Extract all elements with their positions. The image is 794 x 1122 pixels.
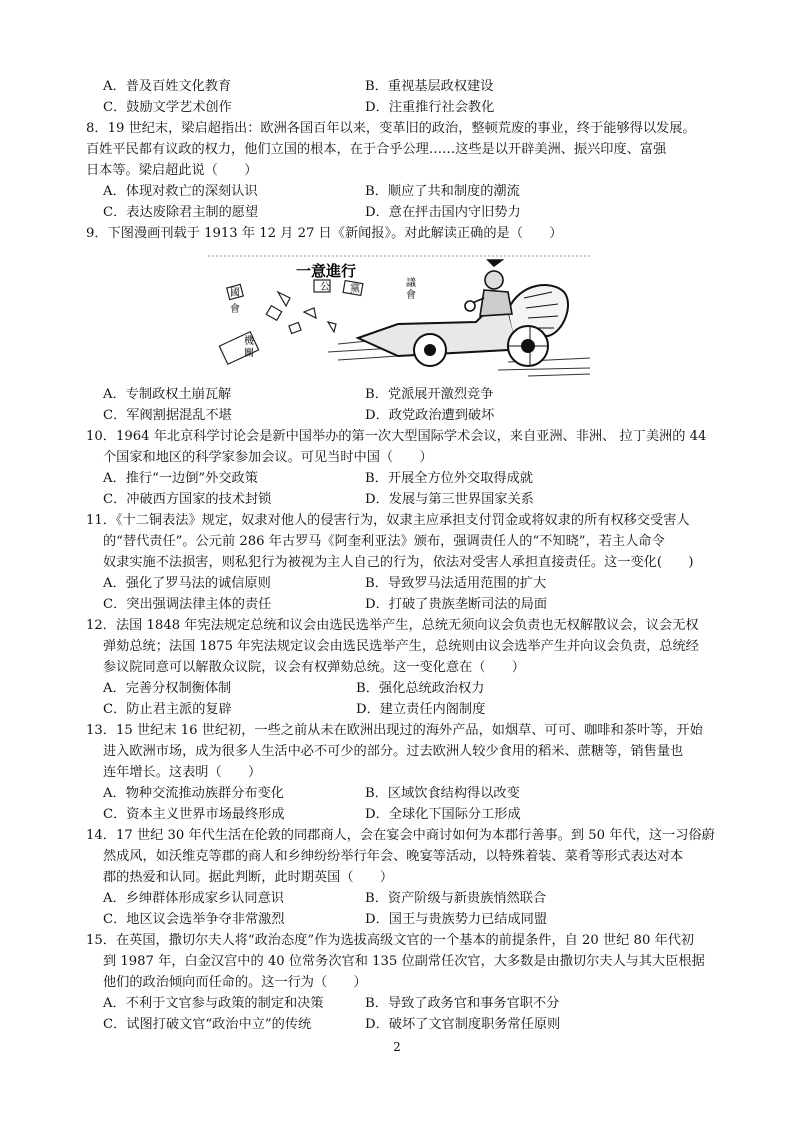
cartoon-label-guo: 國: [230, 288, 240, 299]
q8-line-3: 日本等。梁启超此说（ ）: [86, 163, 258, 178]
q9-option-a: A．专制政权土崩瓦解: [103, 387, 232, 402]
cartoon-label-guan: 關: [244, 348, 254, 359]
q11-option-c: C．突出强调法律主体的责任: [103, 597, 272, 612]
q7-option-a: A．普及百姓文化教育: [103, 79, 232, 94]
q12-option-a: A．完善分权制衡体制: [103, 681, 232, 696]
q15-option-d: D．破坏了文官制度职务常任原则: [365, 1017, 561, 1032]
q15-line-1: 15．在英国，撒切尔夫人将“政治态度”作为选拔高级文官的一个基本的前提条件，自 20 世纪 80 年代初: [86, 933, 695, 948]
q12-line-2: 弹劾总统；法国 1875 年宪法规定议会由选民选举产生，总统则由议会选举产生并向议会负责，总统经: [103, 639, 699, 654]
q7-option-b: B．重视基层政权建设: [365, 79, 494, 94]
q13-line-3: 连年增长。这表明（ ）: [103, 765, 262, 780]
q15-option-a: A．不利于文官参与政策的制定和决策: [103, 996, 324, 1011]
q12-line-1: 12．法国 1848 年宪法规定总统和议会由选民选举产生，总统无须向议会负责也无权解散议会，议会无权: [86, 618, 699, 633]
q13-option-c: C．资本主义世界市场最终形成: [103, 807, 285, 822]
q15-line-3: 他们的政治倾向而任命的。这一行为（ ）: [103, 975, 367, 990]
q13-option-a: A．物种交流推动族群分布变化: [103, 786, 284, 801]
q11-option-a: A．强化了罗马法的诚信原则: [103, 576, 271, 591]
q13-option-d: D．全球化下国际分工形成: [365, 807, 521, 822]
q8-option-c: C．表达废除君主制的愿望: [103, 205, 259, 220]
q11-line-3: 奴隶实施不法损害，则私犯行为被视为主人自己的行为，依法对受害人承担直接责任。这一变化( ): [103, 555, 694, 570]
q8-line-2: 百姓平民都有议政的权力，他们立国的根本，在于合乎公理……这些是以开辟美洲、振兴印度、富强: [86, 142, 667, 157]
cartoon-label-hui: 會: [230, 304, 240, 315]
cartoon-title: 一意進行: [296, 262, 357, 280]
q10-option-c: C．冲破西方国家的技术封锁: [103, 492, 272, 507]
q10-option-a: A．推行“一边倒”外交政策: [103, 471, 258, 486]
driver-figure: [465, 260, 512, 316]
q9-line-1: 9．下图漫画刊载于 1913 年 12 月 27 日《新闻报》。对此解读正确的是（ ）: [86, 226, 563, 241]
q15-option-c: C．试图打破文官“政治中立”的传统: [103, 1017, 312, 1032]
q10-option-d: D．发展与第三世界国家关系: [365, 492, 534, 507]
q13-line-1: 13．15 世纪末 16 世纪初，一些之前从未在欧洲出现过的海外产品，如烟草、可可、咖啡和茶叶等，开始: [86, 723, 703, 738]
q11-line-2: 的“替代责任”。公元前 286 年古罗马《阿奎利亚法》颁布，强调责任人的“不知晓”，若主人命令: [103, 534, 665, 549]
cartoon-label-dang: 黨: [350, 284, 360, 295]
q7-option-d: D．注重推行社会教化: [365, 100, 495, 115]
q9-option-d: D．政党政治遭到破坏: [365, 408, 495, 423]
q14-option-d: D．国王与贵族势力已结成同盟: [365, 912, 548, 927]
q9-option-b: B．党派展开激烈竞争: [365, 387, 494, 402]
q14-option-a: A．乡绅群体形成家乡认同意识: [103, 891, 284, 906]
q11-option-b: B．导致罗马法适用范围的扩大: [365, 576, 547, 591]
q10-line-1: 10．1964 年北京科学讨论会是新中国举办的第一次大型国际学术会议，来自亚洲、非洲、 拉丁美洲的 44: [86, 429, 707, 444]
q10-option-b: B．开展全方位外交取得成就: [365, 471, 533, 486]
q8-option-d: D．意在抨击国内守旧势力: [365, 205, 521, 220]
page-number: 2: [393, 1040, 401, 1054]
cartoon-label-gong: 公: [320, 282, 330, 293]
q12-option-b: B．强化总统政治权力: [356, 681, 485, 696]
q7-option-c: C．鼓励文学艺术创作: [103, 100, 232, 115]
q15-line-2: 到 1987 年，白金汉宫中的 40 位常务次官和 135 位副常任次官，大多数是由撒切尔夫人与其大臣根据: [103, 954, 705, 969]
q8-option-b: B．顺应了共和制度的潮流: [365, 184, 520, 199]
q13-line-2: 进入欧洲市场，成为很多人生活中必不可少的部分。过去欧洲人较少食用的稻米、蔗糖等，销售量也: [103, 744, 684, 759]
cartoon-label-hui2: 會: [406, 290, 416, 301]
q8-line-1: 8．19 世纪末，梁启超指出：欧洲各国百年以来，变革旧的政治，整顿荒废的事业，终于能够得以发展。: [86, 121, 696, 136]
q14-option-b: B．资产阶级与新贵族悄然联合: [365, 891, 547, 906]
q9-cartoon: [208, 252, 590, 378]
cartoon-label-yi: 議: [406, 278, 416, 289]
q14-line-1: 14．17 世纪 30 年代生活在伦敦的同郡商人，会在宴会中商讨如何为本郡行善事。到 50 年代，这一习俗蔚: [86, 828, 715, 843]
q12-option-c: C．防止君主派的复辟: [103, 702, 232, 717]
cartoon-label-ji: 機: [244, 336, 254, 347]
q14-line-3: 郡的热爱和认同。据此判断，此时期英国（ ）: [103, 870, 394, 885]
q14-option-c: C．地区议会选举争夺非常激烈: [103, 912, 285, 927]
q9-option-c: C．军阀割据混乱不堪: [103, 408, 232, 423]
q12-line-3: 参议院同意可以解散众议院，议会有权弹劾总统。这一变化意在（ ）: [103, 660, 525, 675]
q14-line-2: 然成风，如沃维克等郡的商人和乡绅纷纷举行年会、晚宴等活动，以特殊着装、菜肴等形式表达对本: [103, 849, 684, 864]
q15-option-b: B．导致了政务官和事务官职不分: [365, 996, 560, 1011]
q10-line-2: 个国家和地区的科学家参加会议。可见当时中国（ ）: [103, 450, 433, 465]
car-icon: [358, 285, 568, 366]
q11-option-d: D．打破了贵族垄断司法的局面: [365, 597, 548, 612]
q12-option-d: D．建立责任内阁制度: [356, 702, 486, 717]
q8-option-a: A．体现对救亡的深刻认识: [103, 184, 258, 199]
q13-option-b: B．区域饮食结构得以改变: [365, 786, 520, 801]
q11-line-1: 11．《十二铜表法》规定，奴隶对他人的侵害行为，奴隶主应承担支付罚金或将奴隶的所有权移交受害人: [86, 513, 690, 528]
